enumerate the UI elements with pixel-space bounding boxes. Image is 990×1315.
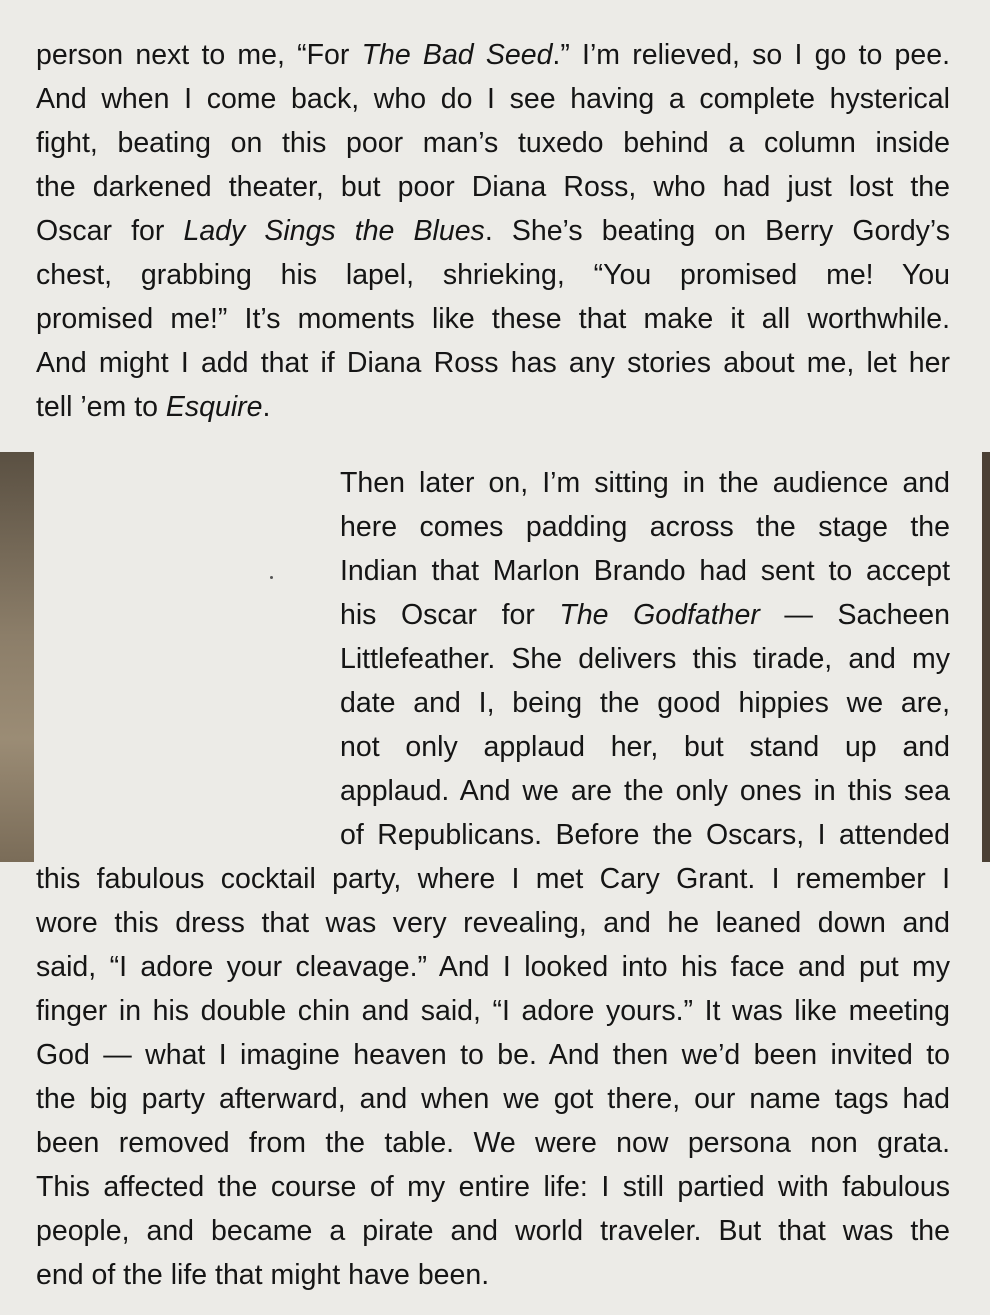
text-run: This affected the course of my entire life: I still partied with fabulous xyxy=(36,1171,950,1203)
text-run: the darkened theater, but poor Diana Ross, who had just lost the xyxy=(36,171,950,203)
italic-title: Esquire xyxy=(165,391,263,423)
text-line xyxy=(340,593,950,637)
text-run: Indian that Marlon Brando had sent to accept xyxy=(340,555,950,587)
text-run: end of the life that might have been. xyxy=(36,1259,490,1291)
paragraph-indented xyxy=(340,461,950,857)
text-line xyxy=(340,725,950,769)
text-run: said, “I adore your cleavage.” And I looked into his face and put my xyxy=(36,951,950,983)
text-line xyxy=(36,1209,950,1253)
text-run: the big party afterward, and when we got there, our name tags had xyxy=(36,1083,950,1115)
text-line xyxy=(340,681,950,725)
text-run: finger in his double chin and said, “I adore yours.” It was like meeting xyxy=(36,995,950,1027)
text-run: Oscar for xyxy=(36,215,184,247)
paragraph-bottom xyxy=(36,857,950,1297)
text-line xyxy=(36,1077,950,1121)
left-photo-edge xyxy=(0,452,34,862)
text-run: Littlefeather. She delivers this tirade, and my xyxy=(340,643,950,675)
print-speck xyxy=(270,576,273,579)
paragraph-top xyxy=(36,33,950,429)
text-run: . She’s beating on Berry Gordy’s xyxy=(484,215,950,247)
text-run: his Oscar for xyxy=(340,599,560,631)
text-line xyxy=(36,33,950,77)
text-run: not only applaud her, but stand up and xyxy=(340,731,950,763)
text-line xyxy=(36,989,950,1033)
text-run: promised me!” It’s moments like these that make it all worthwhile. xyxy=(36,303,950,335)
text-run: . xyxy=(262,391,271,423)
text-line xyxy=(36,1253,950,1297)
text-run: people, and became a pirate and world traveler. But that was the xyxy=(36,1215,950,1247)
italic-title: Lady Sings the Blues xyxy=(183,215,485,247)
text-line xyxy=(36,209,950,253)
text-run: applaud. And we are the only ones in this sea xyxy=(340,775,950,807)
text-line xyxy=(36,121,950,165)
text-run: chest, grabbing his lapel, shrieking, “You promised me! You xyxy=(36,259,950,291)
text-line xyxy=(36,857,950,901)
text-line xyxy=(340,549,950,593)
text-line xyxy=(36,253,950,297)
text-run: wore this dress that was very revealing, and he leaned down and xyxy=(36,907,950,939)
right-photo-edge xyxy=(982,452,990,862)
text-line xyxy=(340,813,950,857)
text-run: of Republicans. Before the Oscars, I attended xyxy=(340,819,950,851)
italic-title: The Bad Seed xyxy=(361,39,553,71)
text-run: person next to me, “For xyxy=(36,39,362,71)
text-line xyxy=(36,341,950,385)
text-run: And might I add that if Diana Ross has any stories about me, let her xyxy=(36,347,950,379)
text-line xyxy=(36,945,950,989)
text-run: — Sacheen xyxy=(759,599,950,631)
text-run: fight, beating on this poor man’s tuxedo behind a column inside xyxy=(36,127,950,159)
text-line xyxy=(36,1033,950,1077)
text-run: tell ’em to xyxy=(36,391,166,423)
text-line xyxy=(340,637,950,681)
text-line xyxy=(36,297,950,341)
text-run: been removed from the table. We were now persona non grata. xyxy=(36,1127,950,1159)
text-run: .” I’m relieved, so I go to pee. xyxy=(552,39,951,71)
text-line xyxy=(340,461,950,505)
text-line xyxy=(340,769,950,813)
text-line xyxy=(36,385,950,429)
text-run: Then later on, I’m sitting in the audience and xyxy=(340,467,950,499)
text-run: And when I come back, who do I see having a complete hysterical xyxy=(36,83,950,115)
italic-title: The Godfather xyxy=(559,599,760,631)
text-line xyxy=(36,901,950,945)
text-run: here comes padding across the stage the xyxy=(340,511,950,543)
text-run: this fabulous cocktail party, where I met Cary Grant. I remember I xyxy=(36,863,950,895)
text-run: God — what I imagine heaven to be. And then we’d been invited to xyxy=(36,1039,950,1071)
text-line xyxy=(36,1165,950,1209)
text-line xyxy=(340,505,950,549)
text-line xyxy=(36,1121,950,1165)
text-line xyxy=(36,165,950,209)
text-line xyxy=(36,77,950,121)
text-run: date and I, being the good hippies we are, xyxy=(340,687,950,719)
